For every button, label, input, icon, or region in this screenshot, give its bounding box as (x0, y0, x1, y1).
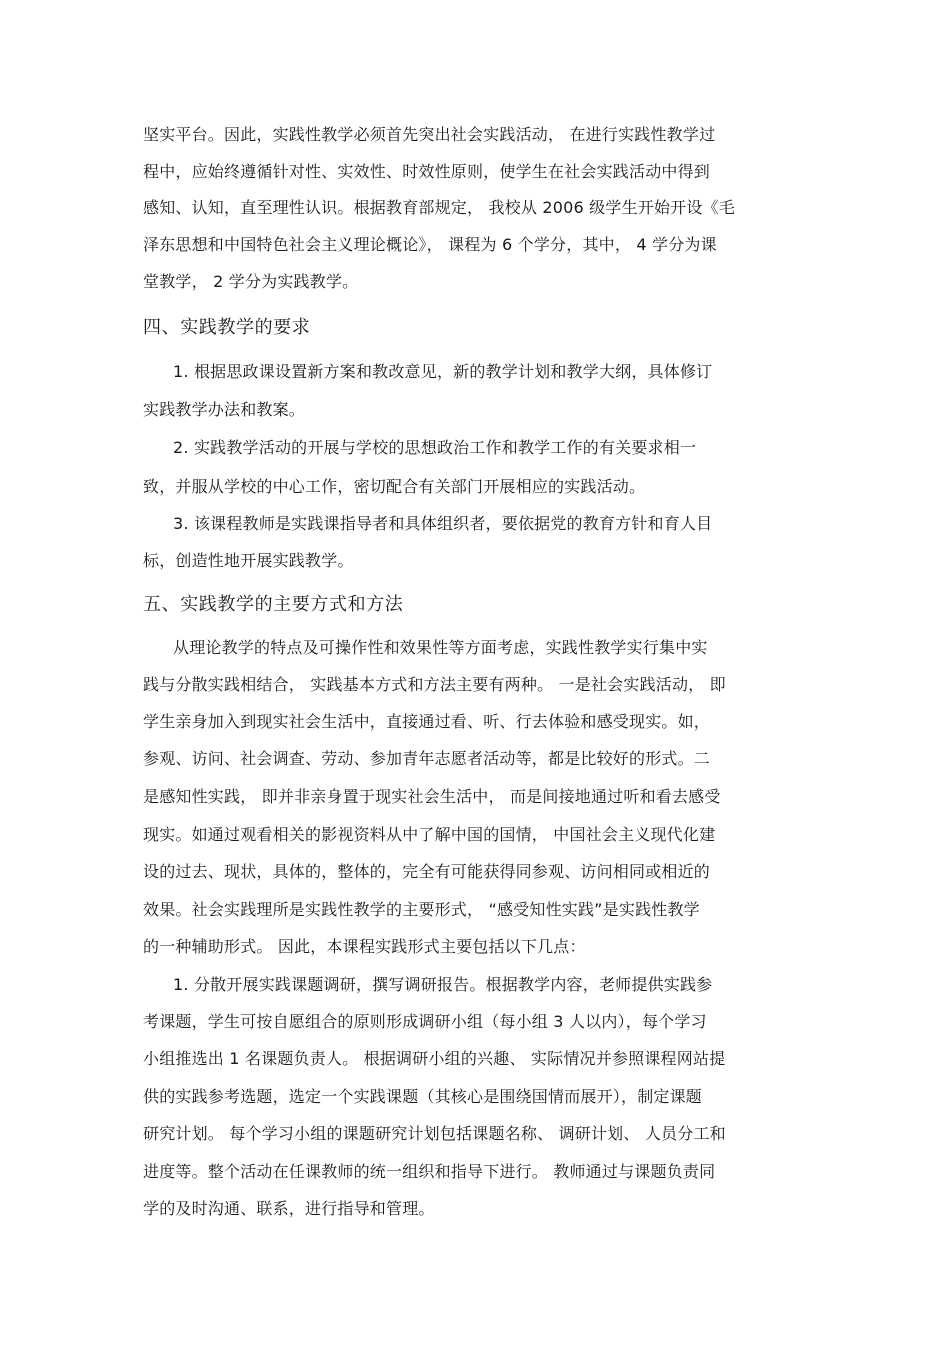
paragraph-line: 践与分散实践相结合， 实践基本方式和方法主要有两种。 一是社会实践活动， 即 (143, 675, 726, 694)
list-item-line: 致，并服从学校的中心工作，密切配合有关部门开展相应的实践活动。 (143, 477, 646, 496)
list-item-line: 标，创造性地开展实践教学。 (143, 551, 354, 570)
paragraph-line: 效果。社会实践理所是实践性教学的主要形式， “感受知性实践”是实践性教学 (143, 900, 700, 919)
intro-line: 坚实平台。因此，实践性教学必须首先突出社会实践活动， 在进行实践性教学过 (143, 125, 716, 144)
intro-line: 程中，应始终遵循针对性、实效性、时效性原则，使学生在社会实践活动中得到 (143, 162, 711, 181)
section-heading: 五、实践教学的主要方式和方法 (143, 594, 404, 615)
paragraph-line: 从理论教学的特点及可操作性和效果性等方面考虑，实践性教学实行集中实 (173, 638, 708, 657)
paragraph-line: 现实。如通过观看相关的影视资料从中了解中国的国情， 中国社会主义现代化建 (143, 825, 716, 844)
paragraph-line: 进度等。整个活动在任课教师的统一组织和指导下进行。 教师通过与课题负责同 (143, 1162, 716, 1181)
list-item-line: 实践教学办法和教案。 (143, 400, 306, 419)
paragraph-line: 学的及时沟通、联系，进行指导和管理。 (143, 1199, 435, 1218)
paragraph-line: 参观、访问、社会调查、劳动、参加青年志愿者活动等，都是比较好的形式。二 (143, 749, 711, 768)
paragraph-line: 是感知性实践， 即并非亲身置于现实社会生活中， 而是间接地通过听和看去感受 (143, 787, 721, 806)
intro-line: 堂教学， 2 学分为实践教学。 (143, 272, 359, 291)
list-item-line: 3. 该课程教师是实践课指导者和具体组织者，要依据党的教育方针和育人目 (173, 514, 713, 533)
paragraph-line: 设的过去、现状，具体的，整体的，完全有可能获得同参观、访问相同或相近的 (143, 862, 711, 881)
list-item-line: 2. 实践教学活动的开展与学校的思想政治工作和教学工作的有关要求相一 (173, 438, 697, 457)
paragraph-line: 考课题，学生可按自愿组合的原则形成调研小组（每小组 3 人以内），每个学习 (143, 1012, 707, 1031)
paragraph-line: 的一种辅助形式。 因此，本课程实践形式主要包括以下几点： (143, 937, 586, 956)
section-heading: 四、实践教学的要求 (143, 317, 311, 338)
list-item-line: 1. 根据思政课设置新方案和教改意见，新的教学计划和教学大纲，具体修订 (173, 362, 713, 381)
paragraph-line: 小组推选出 1 名课题负责人。 根据调研小组的兴趣、 实际情况并参照课程网站提 (143, 1049, 726, 1068)
intro-line: 感知、认知，直至理性认识。根据教育部规定， 我校从 2006 级学生开始开设《毛 (143, 198, 735, 217)
intro-line: 泽东思想和中国特色社会主义理论概论》， 课程为 6 个学分，其中， 4 学分为课 (143, 235, 717, 254)
paragraph-line: 供的实践参考选题，选定一个实践课题（其核心是围绕国情而展开），制定课题 (143, 1087, 703, 1106)
paragraph-line: 学生亲身加入到现实社会生活中，直接通过看、听、行去体验和感受现实。如， (143, 712, 711, 731)
paragraph-line: 研究计划。 每个学习小组的课题研究计划包括课题名称、 调研计划、 人员分工和 (143, 1124, 726, 1143)
paragraph-line: 1. 分散开展实践课题调研，撰写调研报告。根据教学内容，老师提供实践参 (173, 975, 713, 994)
